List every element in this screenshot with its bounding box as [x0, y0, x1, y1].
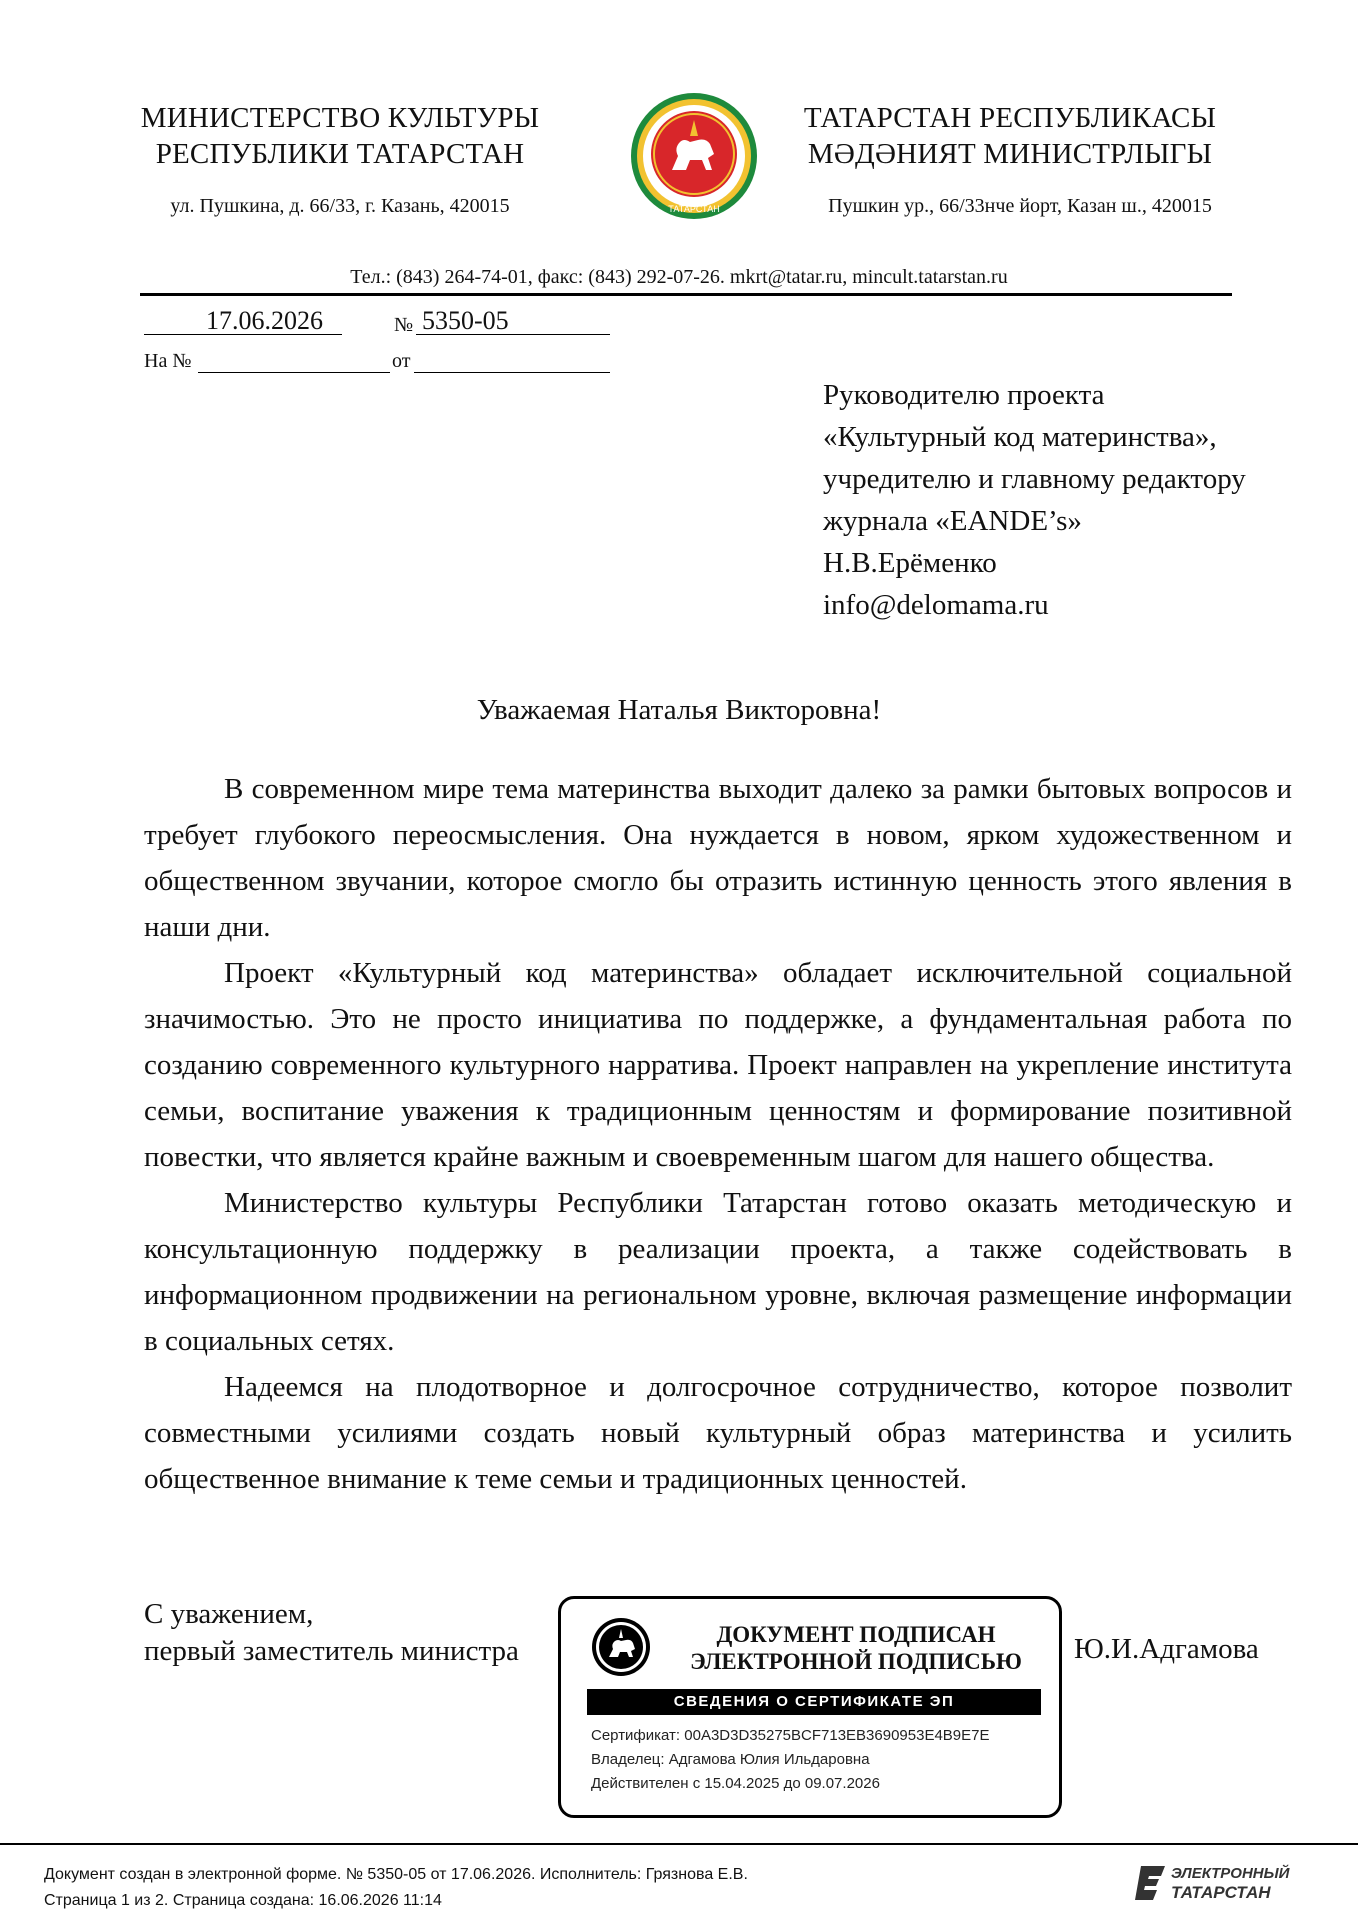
contacts-line: Тел.: (843) 264-74-01, факс: (843) 292-07-26. mkrt@tatar.ru, mincult.tatarstan.ru — [350, 266, 1008, 288]
ministry-address-tt: Пушкин ур., 66/33нче йорт, Казан ш., 420015 — [828, 195, 1212, 217]
stamp-owner: Владелец: Адгамова Юлия Ильдаровна — [591, 1751, 870, 1768]
body-paragraph-3: Министерство культуры Республики Татарстан готово оказать методическую и консультационную поддержку в реализации проекта, а также содействовать в информационном продвижении на региональном уровне, включая размещение информации в социальных сетях. — [144, 1187, 1292, 1357]
addressee-line: учредителю и главному редактору — [823, 463, 1246, 495]
salutation: Уважаемая Наталья Викторовна! — [476, 694, 882, 726]
ministry-name-ru-line1: МИНИСТЕРСТВО КУЛЬТУРЫ — [140, 102, 540, 134]
ref-from-label: от — [392, 350, 411, 372]
addressee-block — [823, 374, 1246, 626]
electronic-tatarstan-logo-icon — [1135, 1862, 1315, 1902]
ministry-name-tt-line1: ТАТАРСТАН РЕСПУБЛИКАСЫ — [803, 102, 1217, 134]
document-date: 17.06.2026 — [206, 306, 323, 335]
footer-info — [44, 1862, 748, 1914]
ministry-name-ru — [120, 100, 560, 172]
logo-line2: ТАТАРСТАН — [1171, 1883, 1271, 1902]
emblem-small-icon — [591, 1617, 651, 1677]
footer-line2: Страница 1 из 2. Страница создана: 16.06.2026 11:14 — [44, 1892, 442, 1909]
signer-name: Ю.И.Адгамова — [1074, 1633, 1259, 1665]
body-paragraph-4: Надеемся на плодотворное и долгосрочное сотрудничество, которое позволит совместными усилиями создать новый культурный образ материнства и усилить общественное внимание к теме семьи и традиционных ценностей. — [144, 1371, 1292, 1495]
registration-block — [144, 306, 624, 376]
signature-block — [144, 1596, 519, 1670]
ref-number-label: На № — [144, 350, 192, 372]
stamp-title-line1: ДОКУМЕНТ ПОДПИСАН — [716, 1622, 996, 1647]
tatarstan-emblem-icon — [628, 90, 760, 222]
stamp-title-line2: ЭЛЕКТРОННОЙ ПОДПИСЬЮ — [690, 1649, 1022, 1674]
letter-body — [144, 766, 1292, 1502]
emblem-text: ТАТАРСТАН — [668, 204, 720, 214]
addressee-line: журнала «EANDE’s» — [823, 505, 1082, 537]
addressee-name: Н.В.Ерёменко — [823, 547, 997, 579]
ministry-name-ru-line2: РЕСПУБЛИКИ ТАТАРСТАН — [155, 138, 525, 170]
footer-line1: Документ создан в электронной форме. № 5350-05 от 17.06.2026. Исполнитель: Грязнова Е.В. — [44, 1866, 748, 1883]
addressee-line: Руководителю проекта — [823, 379, 1105, 411]
body-paragraph-1: В современном мире тема материнства выходит далеко за рамки бытовых вопросов и требует глубокого переосмысления. Она нуждается в новом, ярком художественном и общественном звучании, которое смогло бы отразить истинную ценность этого явления в наши дни. — [144, 773, 1292, 943]
signer-position: первый заместитель министра — [144, 1635, 519, 1667]
logo-line1: ЭЛЕКТРОННЫЙ — [1171, 1865, 1290, 1882]
ministry-address-ru: ул. Пушкина, д. 66/33, г. Казань, 420015 — [170, 195, 510, 217]
addressee-email: info@delomama.ru — [823, 589, 1049, 621]
stamp-certificate: Сертификат: 00A3D3D35275BCF713EB3690953E4B9E7E — [591, 1727, 990, 1744]
ministry-name-tt-line2: МӘДӘНИЯТ МИНИСТРЛЫГЫ — [807, 138, 1213, 170]
document-number: 5350-05 — [422, 306, 509, 335]
ref-number-underline — [198, 348, 390, 373]
body-paragraph-2: Проект «Культурный код материнства» обладает исключительной социальной значимостью. Это не просто инициатива по поддержке, а фундаментальная работа по созданию современного культурного нарратива. Проект направлен на укрепление института семьи, воспитание уважения к традиционным ценностям и формирование позитивной повестки, что является крайне важным и своевременным шагом для нашего общества. — [144, 957, 1292, 1173]
closing: С уважением, — [144, 1598, 314, 1630]
ref-date-underline — [414, 348, 610, 373]
footer-rule — [0, 1843, 1358, 1845]
emblem — [628, 90, 760, 222]
stamp-title — [671, 1621, 1041, 1675]
header-rule — [140, 293, 1232, 296]
addressee-line: «Культурный код материнства», — [823, 421, 1217, 453]
e-signature-stamp — [558, 1596, 1062, 1818]
ministry-name-tt — [790, 100, 1230, 172]
number-label: № — [394, 314, 414, 336]
electronic-tatarstan-logo — [1135, 1862, 1315, 1902]
stamp-valid: Действителен с 15.04.2025 до 09.07.2026 — [591, 1775, 880, 1792]
stamp-cert-bar: СВЕДЕНИЯ О СЕРТИФИКАТЕ ЭП — [587, 1689, 1041, 1715]
